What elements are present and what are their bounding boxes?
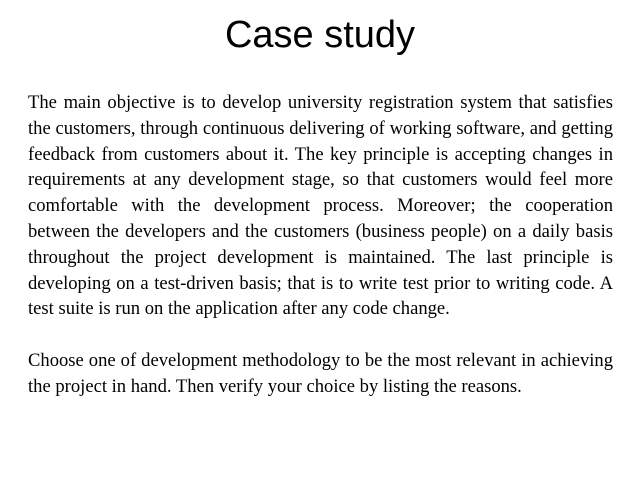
slide-title: Case study: [224, 14, 416, 56]
case-description-paragraph: The main objective is to develop university registration system that satisfies the customers, through continuous delivering of working software, and getting feedback from customers about it. The key principle is accepting changes in requirements at any development stage, so that customers would feel more comfortable with the development process. Moreover; the cooperation between the developers and the customers (business people) on a daily basis throughout the project development is maintained. The last principle is developing on a test-driven basis; that is to write test prior to writing code. A test suite is run on the application after any code change.: [28, 92, 613, 320]
slide-body: [28, 90, 613, 400]
task-instruction-paragraph: Choose one of development methodology to be the most relevant in achieving the project in hand. Then verify your choice by listing the reasons.: [28, 349, 613, 397]
